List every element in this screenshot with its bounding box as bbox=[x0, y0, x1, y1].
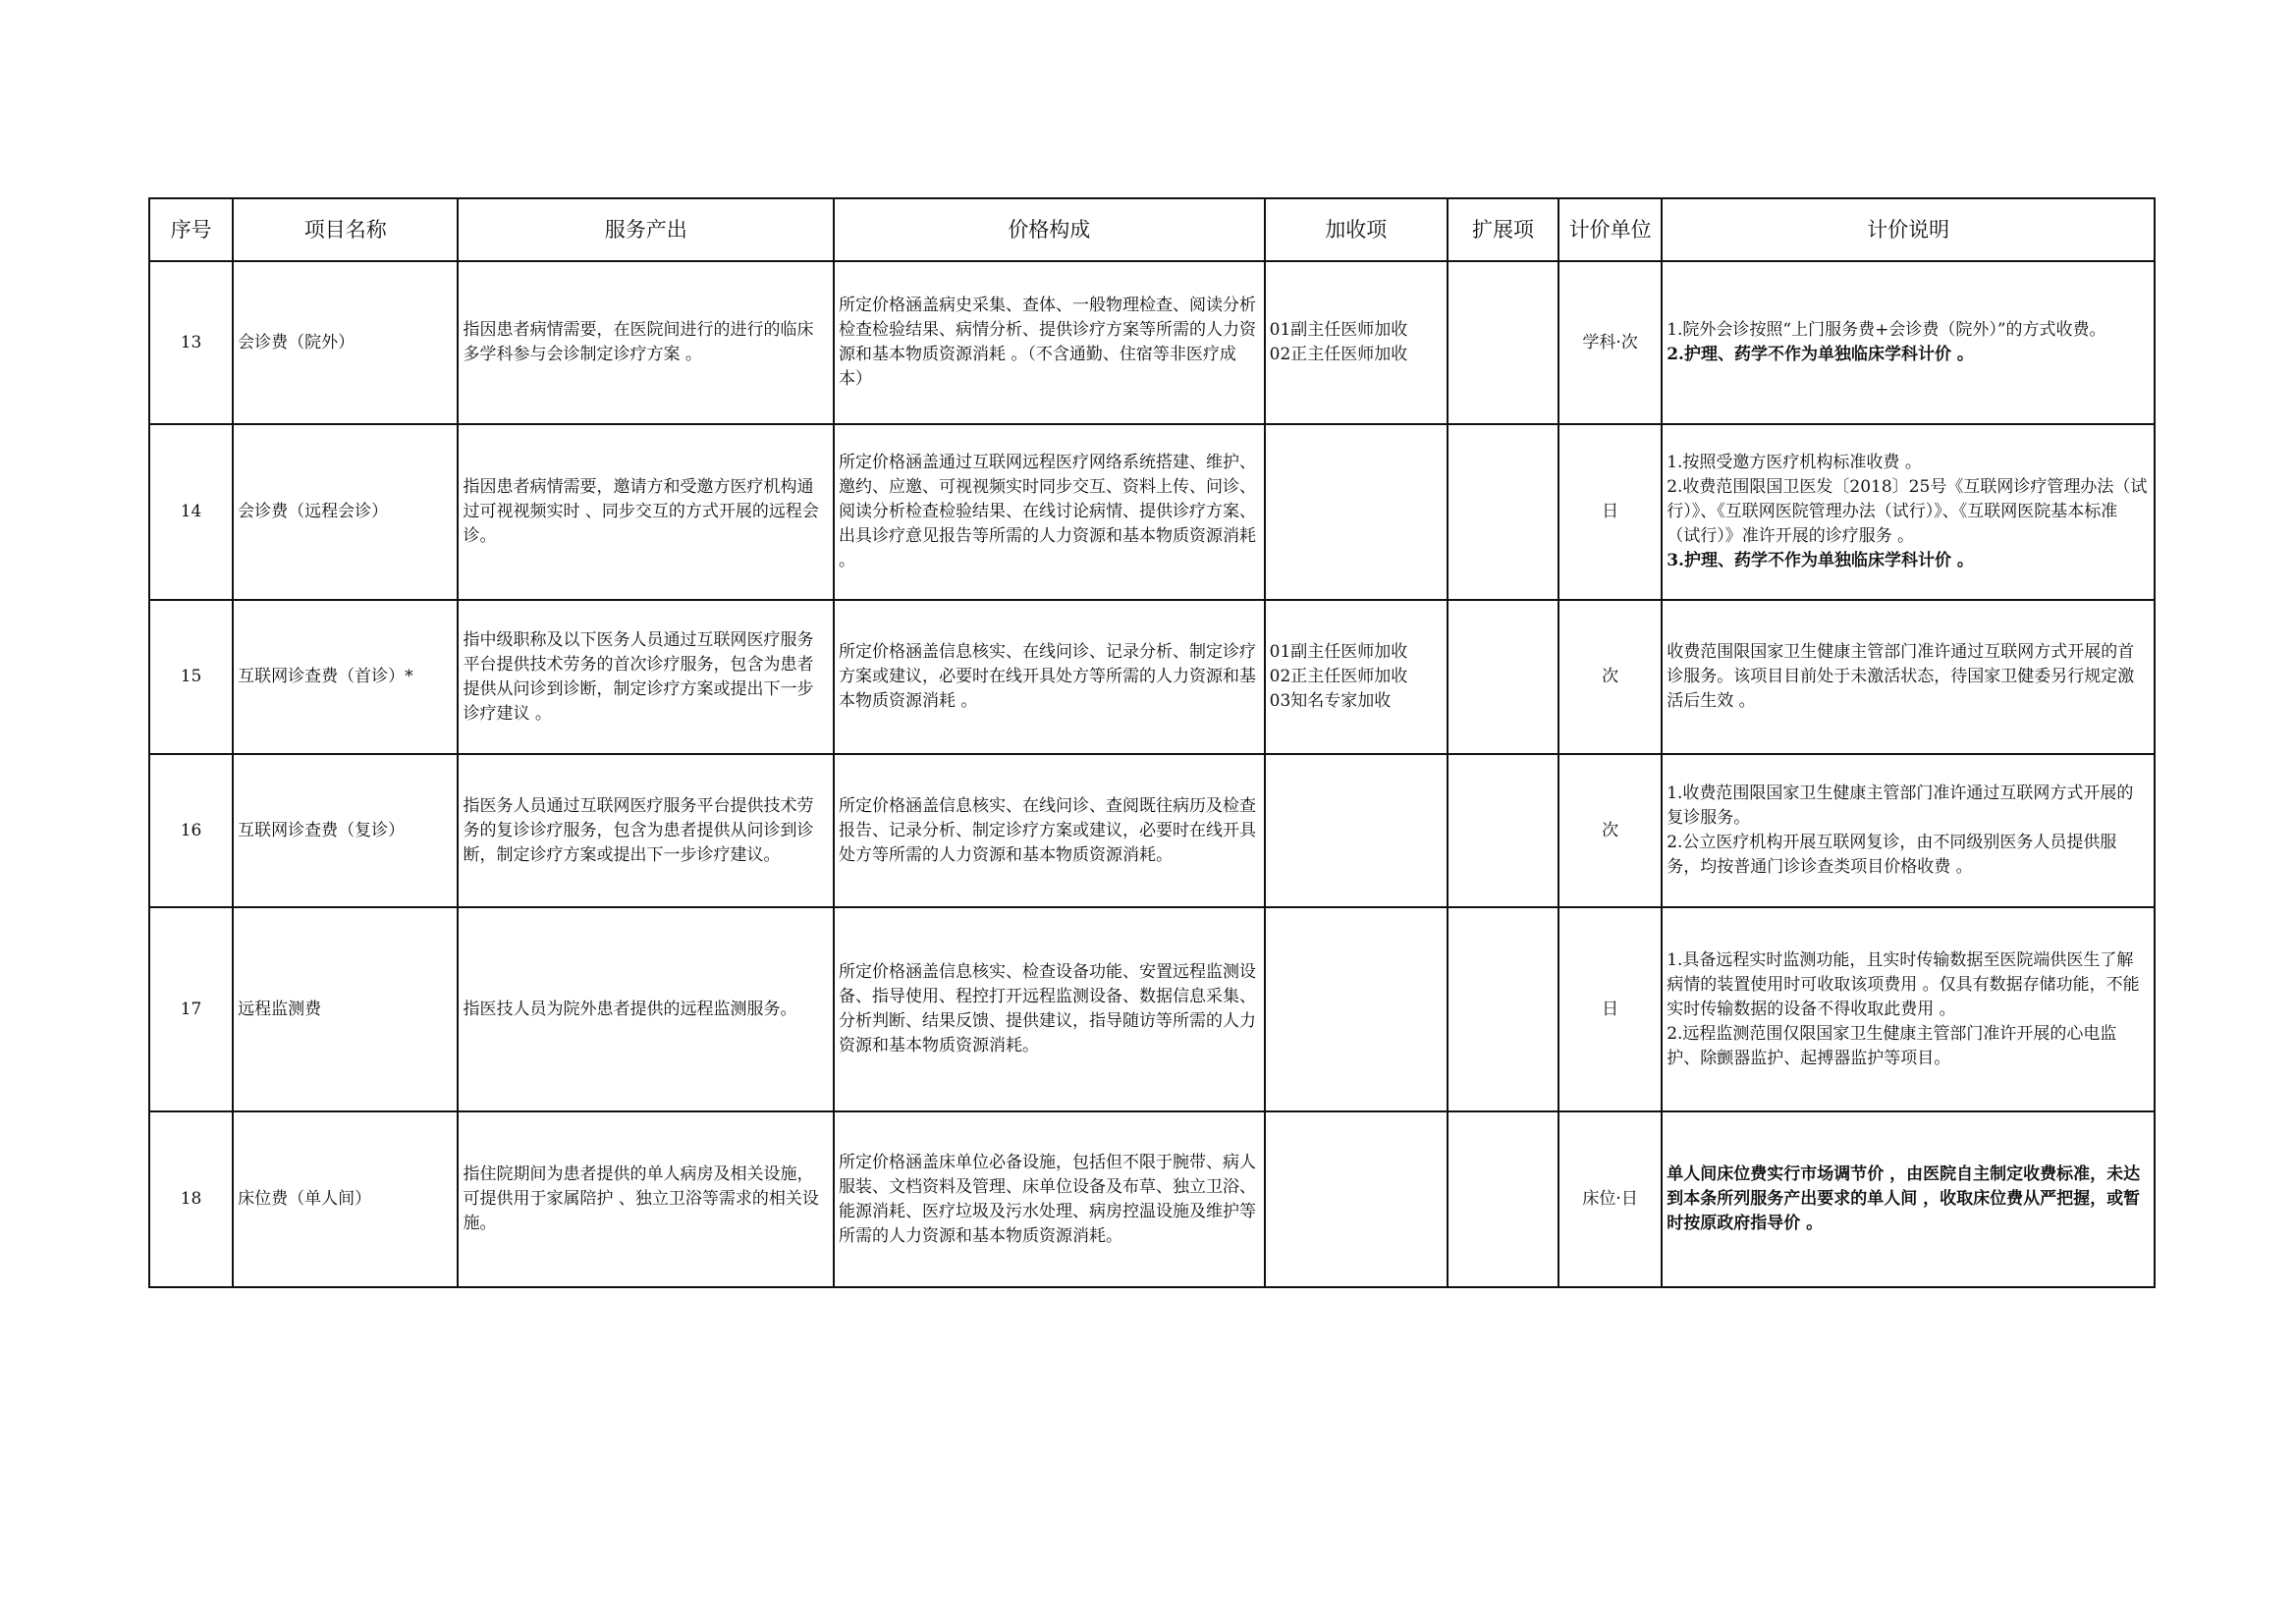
note-line: 1.具备远程实时监测功能，且实时传输数据至医院端供医生了解病情的装置使用时可收取该项费用 。仅具有数据存储功能，不能实时传输数据的设备不得收取此费用 。 bbox=[1667, 949, 2140, 1019]
table-row bbox=[149, 424, 2155, 600]
note-line: 2.收费范围限国卫医发〔2018〕25号《互联网诊疗管理办法（试行）》、《互联网医院管理办法（试行）》、《互联网医院基本标准（试行）》准许开展的诊疗服务 。 bbox=[1667, 477, 2148, 546]
pricing-note bbox=[1662, 907, 2155, 1111]
item-name: 互联网诊查费（首诊）* bbox=[233, 600, 458, 754]
surcharge-cell bbox=[1265, 754, 1448, 907]
note-line: 2.远程监测范围仅限国家卫生健康主管部门准许开展的心电监护、除颤器监护、起搏器监护等项目。 bbox=[1667, 1023, 2117, 1068]
pricing-unit: 床位·日 bbox=[1558, 1111, 1662, 1287]
row-number: 15 bbox=[149, 600, 233, 754]
header-note: 计价说明 bbox=[1662, 198, 2155, 261]
note-line: 1.按照受邀方医疗机构标准收费 。 bbox=[1667, 453, 1922, 472]
item-name: 会诊费（院外） bbox=[233, 261, 458, 424]
table-row bbox=[149, 754, 2155, 907]
service-output: 指因患者病情需要，邀请方和受邀方医疗机构通过可视视频实时 、同步交互的方式开展的远程会诊。 bbox=[458, 424, 834, 600]
price-composition: 所定价格涵盖床单位必备设施，包括但不限于腕带、病人服装、文档资料及管理、床单位设备及布草、独立卫浴、能源消耗、医疗垃圾及污水处理、病房控温设施及维护等所需的人力资源和基本物质资源消耗。 bbox=[834, 1111, 1265, 1287]
header-composition: 价格构成 bbox=[834, 198, 1265, 261]
surcharge-item: 02正主任医师加收 bbox=[1269, 667, 1408, 686]
pricing-note bbox=[1662, 1111, 2155, 1287]
header-unit: 计价单位 bbox=[1558, 198, 1662, 261]
surcharge-item: 01副主任医师加收 bbox=[1269, 642, 1408, 662]
pricing-note bbox=[1662, 261, 2155, 424]
service-output: 指医技人员为院外患者提供的远程监测服务。 bbox=[458, 907, 834, 1111]
pricing-note bbox=[1662, 600, 2155, 754]
note-line: 1.院外会诊按照“上门服务费+会诊费（院外）”的方式收费。 bbox=[1667, 320, 2106, 340]
price-composition: 所定价格涵盖通过互联网远程医疗网络系统搭建、维护、邀约、应邀、可视视频实时同步交互、资料上传、问诊、阅读分析检查检验结果、在线讨论病情、提供诊疗方案、出具诊疗意见报告等所需的人力资源和基本物质资源消耗 。 bbox=[834, 424, 1265, 600]
item-name: 会诊费（远程会诊） bbox=[233, 424, 458, 600]
note-line-bold: 单人间床位费实行市场调节价 ，由医院自主制定收费标准，未达到本条所列服务产出要求的单人间 ，收取床位费从严把握，或暂时按原政府指导价 。 bbox=[1667, 1164, 2141, 1233]
row-number: 17 bbox=[149, 907, 233, 1111]
item-name: 远程监测费 bbox=[233, 907, 458, 1111]
surcharge-cell bbox=[1265, 261, 1448, 424]
note-line-bold: 2.护理、药学不作为单独临床学科计价 。 bbox=[1667, 345, 1974, 364]
service-output: 指中级职称及以下医务人员通过互联网医疗服务平台提供技术劳务的首次诊疗服务，包含为患者提供从问诊到诊断，制定诊疗方案或提出下一步诊疗建议 。 bbox=[458, 600, 834, 754]
extension-cell bbox=[1448, 261, 1558, 424]
pricing-unit: 次 bbox=[1558, 754, 1662, 907]
row-number: 16 bbox=[149, 754, 233, 907]
header-surcharge: 加收项 bbox=[1265, 198, 1448, 261]
extension-cell bbox=[1448, 600, 1558, 754]
service-output: 指住院期间为患者提供的单人病房及相关设施，可提供用于家属陪护 、独立卫浴等需求的相关设施。 bbox=[458, 1111, 834, 1287]
table-row bbox=[149, 600, 2155, 754]
service-output: 指因患者病情需要，在医院间进行的进行的临床多学科参与会诊制定诊疗方案 。 bbox=[458, 261, 834, 424]
service-output: 指医务人员通过互联网医疗服务平台提供技术劳务的复诊诊疗服务，包含为患者提供从问诊到诊断，制定诊疗方案或提出下一步诊疗建议。 bbox=[458, 754, 834, 907]
price-composition: 所定价格涵盖信息核实、检查设备功能、安置远程监测设备、指导使用、程控打开远程监测设备、数据信息采集、分析判断、结果反馈、提供建议，指导随访等所需的人力资源和基本物质资源消耗。 bbox=[834, 907, 1265, 1111]
extension-cell bbox=[1448, 424, 1558, 600]
item-name: 床位费（单人间） bbox=[233, 1111, 458, 1287]
surcharge-cell bbox=[1265, 1111, 1448, 1287]
price-composition: 所定价格涵盖病史采集、查体、一般物理检查、阅读分析检查检验结果、病情分析、提供诊疗方案等所需的人力资源和基本物质资源消耗 。（不含通勤、住宿等非医疗成本） bbox=[834, 261, 1265, 424]
price-table bbox=[148, 197, 2156, 1288]
note-line-bold: 3.护理、药学不作为单独临床学科计价 。 bbox=[1667, 551, 1974, 570]
note-line: 2.公立医疗机构开展互联网复诊，由不同级别医务人员提供服务，均按普通门诊诊查类项目价格收费 。 bbox=[1667, 833, 2117, 877]
note-line: 1.收费范围限国家卫生健康主管部门准许通过互联网方式开展的复诊服务。 bbox=[1667, 784, 2134, 828]
table-row bbox=[149, 1111, 2155, 1287]
row-number: 13 bbox=[149, 261, 233, 424]
header-row bbox=[149, 198, 2155, 261]
pricing-unit: 日 bbox=[1558, 424, 1662, 600]
pricing-note bbox=[1662, 424, 2155, 600]
table-row bbox=[149, 907, 2155, 1111]
extension-cell bbox=[1448, 754, 1558, 907]
surcharge-cell bbox=[1265, 600, 1448, 754]
row-number: 14 bbox=[149, 424, 233, 600]
row-number: 18 bbox=[149, 1111, 233, 1287]
surcharge-item: 02正主任医师加收 bbox=[1269, 345, 1408, 364]
note-line: 收费范围限国家卫生健康主管部门准许通过互联网方式开展的首诊服务。该项目目前处于未激活状态，待国家卫健委另行规定激活后生效 。 bbox=[1667, 642, 2135, 711]
surcharge-item: 01副主任医师加收 bbox=[1269, 320, 1408, 340]
header-name: 项目名称 bbox=[233, 198, 458, 261]
pricing-unit: 学科·次 bbox=[1558, 261, 1662, 424]
header-no: 序号 bbox=[149, 198, 233, 261]
table-row bbox=[149, 261, 2155, 424]
pricing-unit: 次 bbox=[1558, 600, 1662, 754]
price-composition: 所定价格涵盖信息核实、在线问诊、记录分析、制定诊疗方案或建议，必要时在线开具处方等所需的人力资源和基本物质资源消耗 。 bbox=[834, 600, 1265, 754]
pricing-unit: 日 bbox=[1558, 907, 1662, 1111]
header-output: 服务产出 bbox=[458, 198, 834, 261]
pricing-note bbox=[1662, 754, 2155, 907]
extension-cell bbox=[1448, 907, 1558, 1111]
surcharge-item: 03知名专家加收 bbox=[1269, 691, 1392, 711]
header-extension: 扩展项 bbox=[1448, 198, 1558, 261]
price-composition: 所定价格涵盖信息核实、在线问诊、查阅既往病历及检查报告、记录分析、制定诊疗方案或建议，必要时在线开具处方等所需的人力资源和基本物质资源消耗。 bbox=[834, 754, 1265, 907]
surcharge-cell bbox=[1265, 424, 1448, 600]
surcharge-cell bbox=[1265, 907, 1448, 1111]
item-name: 互联网诊查费（复诊） bbox=[233, 754, 458, 907]
extension-cell bbox=[1448, 1111, 1558, 1287]
